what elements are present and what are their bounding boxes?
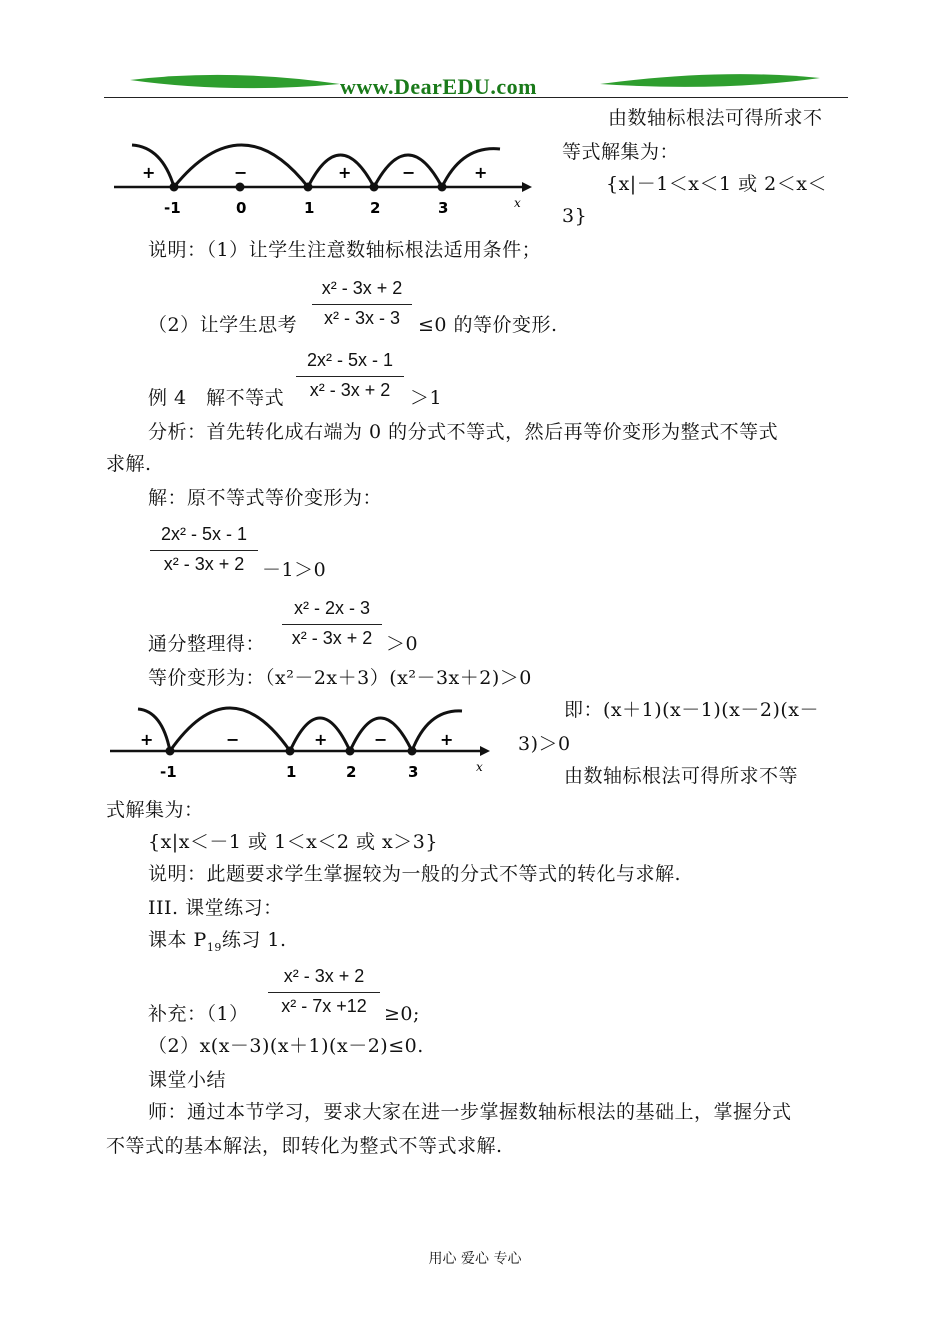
nl1-sign-5: + [474, 163, 488, 182]
fraction-3-bar [150, 550, 258, 551]
fraction-3-denominator: x² - 3x + 2 [163, 554, 245, 574]
nl2-sign-3: + [314, 730, 328, 749]
p1-line-d: 3} [562, 205, 588, 227]
note-2-prefix: （2）让学生思考 [148, 314, 298, 336]
note-3: 说明：此题要求学生掌握较为一般的分式不等式的转化与求解. [148, 863, 682, 885]
summary-title: 课堂小结 [148, 1069, 227, 1091]
p2-line-b: 式解集为： [106, 799, 204, 821]
nl2-tick-4: 3 [408, 763, 419, 781]
fraction-2-numerator: 2x² - 5x - 1 [306, 350, 394, 370]
supplement-suffix: ≥0; [384, 1003, 420, 1025]
site-logo: www.DearEDU.com [340, 74, 537, 99]
nl1-sign-4: − [402, 163, 416, 182]
analysis-line-2: 求解. [106, 453, 152, 475]
number-line-1 [112, 133, 552, 228]
note-1: 说明：（1）让学生注意数轴标根法适用条件； [148, 239, 542, 261]
page-footer: 用心 爱心 专心 [428, 1251, 522, 1267]
supplement-2: （2）x(x－3)(x＋1)(x－2)≤0. [148, 1035, 424, 1057]
nl2-tick-3: 2 [346, 763, 357, 781]
nl1-sign-1: + [142, 163, 156, 182]
fraction-2 [296, 350, 404, 406]
equivalent-form: 等价变形为：（x²－2x＋3）(x²－3x＋2)＞0 [148, 667, 532, 689]
nl2-tick-2: 1 [286, 763, 297, 781]
textbook-suffix: 练习 1. [221, 929, 287, 951]
nl1-tick-5: 3 [438, 199, 449, 217]
fraction-5-numerator: x² - 3x + 2 [283, 966, 365, 986]
textbook-page: 19 [206, 940, 222, 954]
fraction-4-denominator: x² - 3x + 2 [291, 628, 373, 648]
factored-line-1: 即：(x＋1)(x－1)(x－2)(x－ [564, 699, 820, 721]
fraction-4 [282, 598, 382, 654]
solution-intro: 解：原不等式等价变形为： [148, 487, 383, 509]
nl1-axis-label: x [514, 196, 521, 210]
example-4-prefix: 例 4 解不等式 [148, 387, 285, 409]
solution-set-2: {x|x＜－1 或 1＜x＜2 或 x＞3} [148, 831, 438, 853]
fraction-4-bar [282, 624, 382, 625]
section-3-title: III. 课堂练习： [148, 897, 283, 919]
fraction-1-bar [312, 304, 412, 305]
nl1-sign-3: + [338, 163, 352, 182]
nl1-tick-2: 0 [236, 199, 247, 217]
fraction-1-denominator: x² - 3x - 3 [323, 308, 400, 328]
p1-line-b: 等式解集为： [562, 141, 680, 163]
nl1-tick-3: 1 [304, 199, 315, 217]
nl2-sign-5: + [440, 730, 454, 749]
fraction-1-numerator: x² - 3x + 2 [321, 278, 403, 298]
fraction-3-numerator: 2x² - 5x - 1 [160, 524, 248, 544]
nl2-sign-2: − [226, 730, 240, 749]
nl1-tick-4: 2 [370, 199, 381, 217]
fraction-1 [312, 278, 412, 334]
fraction-5 [268, 966, 380, 1022]
analysis-line-1: 分析：首先转化成右端为 0 的分式不等式，然后再等价变形为整式不等式 [148, 421, 779, 443]
minus-one-gt-zero: －1＞0 [262, 559, 327, 581]
p2-line-a: 由数轴标根法可得所求不等 [564, 765, 799, 787]
supplement-prefix: 补充：（1） [148, 1003, 249, 1025]
textbook-exercise [148, 928, 287, 960]
teacher-line-1: 师：通过本节学习，要求大家在进一步掌握数轴标根法的基础上，掌握分式 [148, 1101, 792, 1123]
tongfen-suffix: ＞0 [386, 633, 419, 655]
p1-line-a: 由数轴标根法可得所求不 [608, 107, 823, 129]
note-2-suffix: ≤0 的等价变形. [418, 314, 558, 336]
nl1-sign-2: − [234, 163, 248, 182]
factored-line-2: 3)＞0 [518, 733, 571, 755]
nl2-axis-label: x [476, 760, 483, 774]
example-4-suffix: ＞1 [410, 387, 443, 409]
nl1-tick-1: -1 [164, 199, 181, 217]
p1-line-c: {x|－1＜x＜1 或 2＜x＜ [606, 173, 827, 195]
header-rule [104, 97, 848, 98]
tongfen-prefix: 通分整理得： [148, 633, 266, 655]
nl2-sign-1: + [140, 730, 154, 749]
fraction-2-bar [296, 376, 404, 377]
fraction-2-denominator: x² - 3x + 2 [309, 380, 391, 400]
number-line-2 [108, 695, 508, 790]
fraction-5-denominator: x² - 7x +12 [281, 996, 367, 1016]
fraction-4-numerator: x² - 2x - 3 [293, 598, 370, 618]
textbook-prefix: 课本 P [148, 929, 207, 951]
nl2-sign-4: − [374, 730, 388, 749]
fraction-5-bar [268, 992, 380, 993]
teacher-line-2: 不等式的基本解法，即转化为整式不等式求解. [106, 1135, 503, 1157]
nl2-tick-1: -1 [160, 763, 177, 781]
fraction-3 [150, 524, 258, 580]
